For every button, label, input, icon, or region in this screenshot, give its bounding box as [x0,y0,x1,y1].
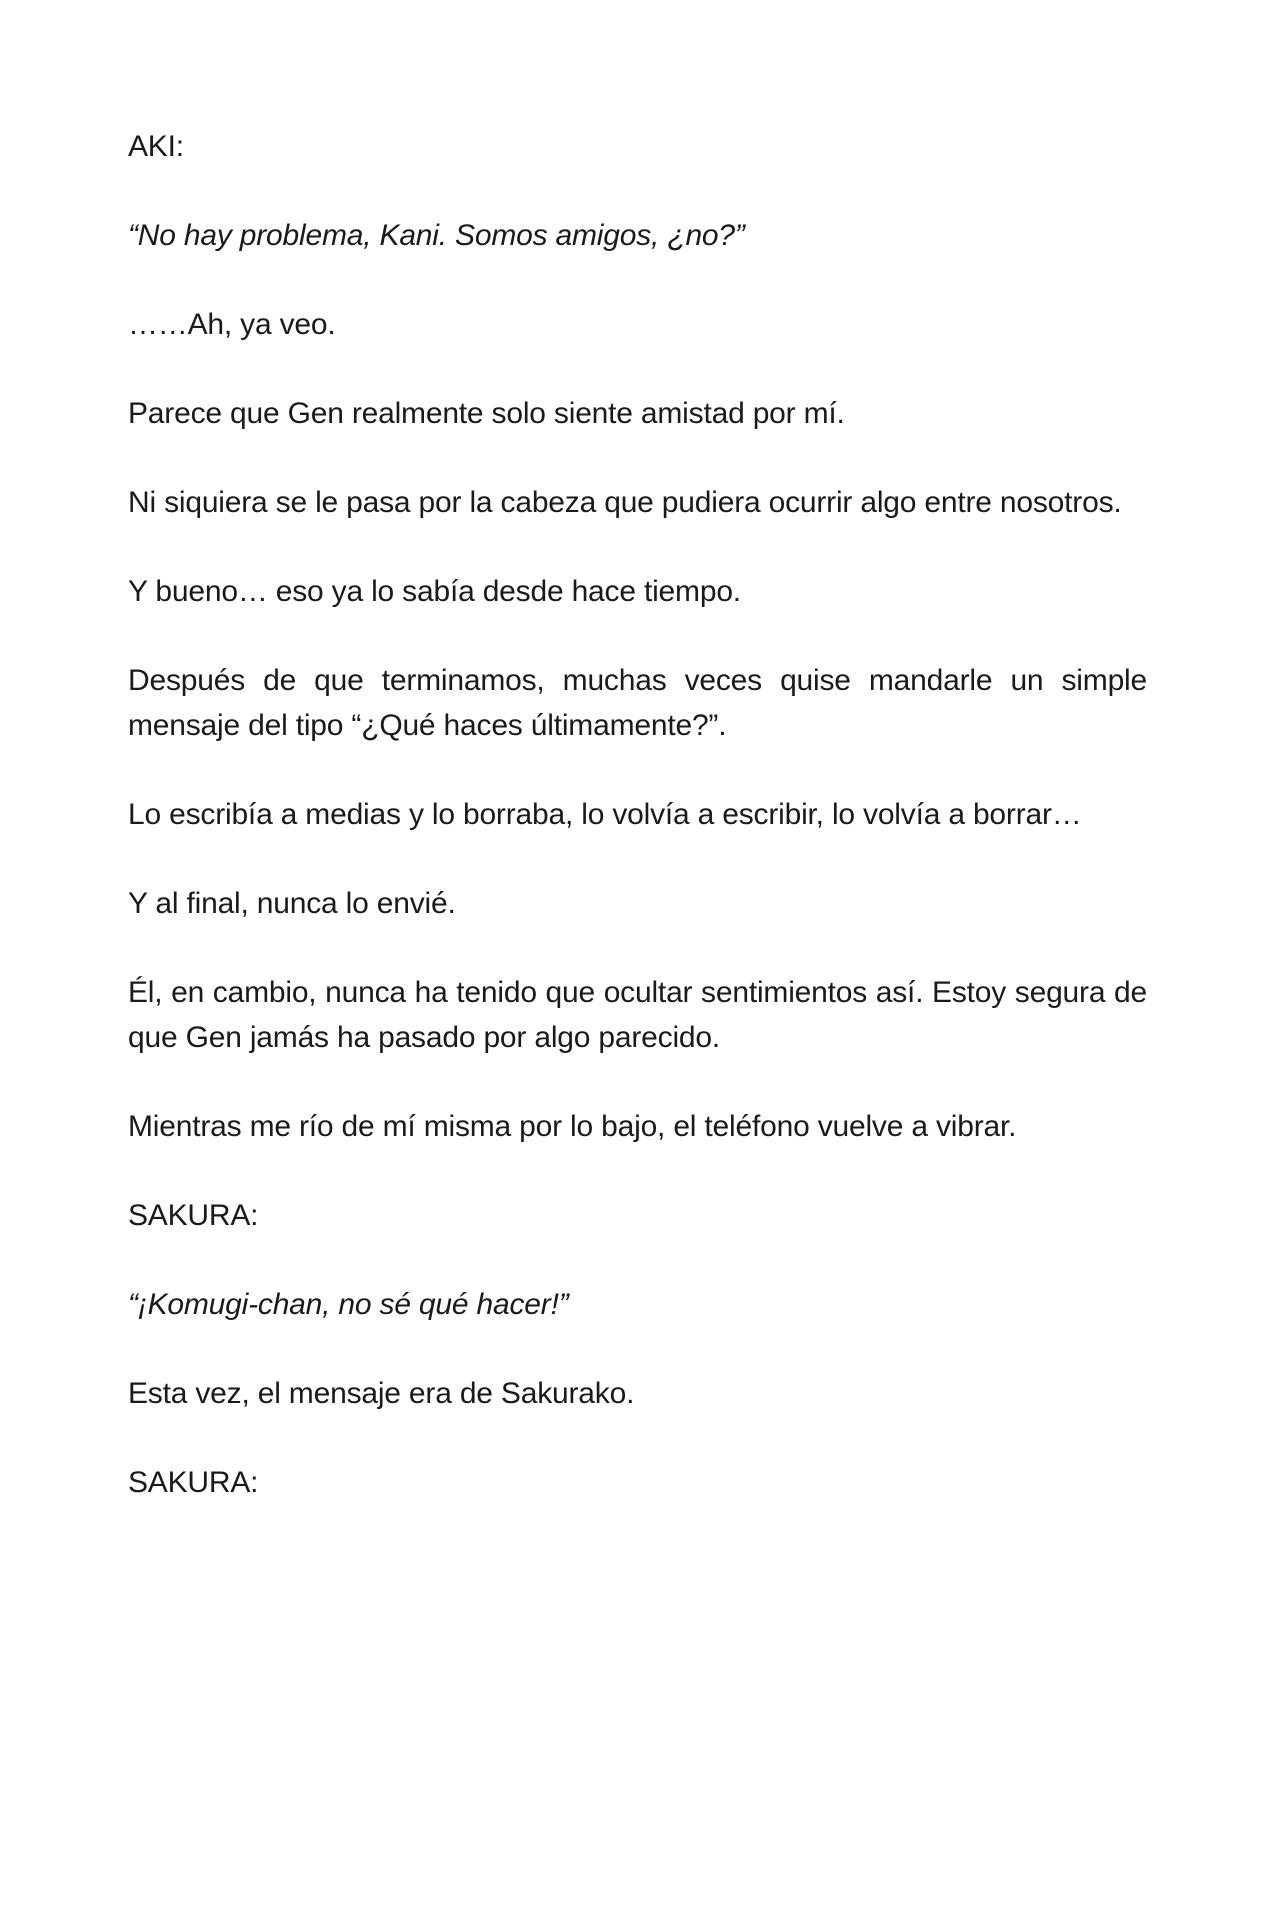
paragraph: Y bueno… eso ya lo sabía desde hace tiempo. [128,575,741,608]
paragraph: Parece que Gen realmente solo siente amistad por mí. [128,397,845,430]
dialogue-line: “¡Komugi-chan, no sé qué hacer!” [128,1288,569,1321]
speaker-label: SAKURA: [128,1466,259,1499]
paragraph: Lo escribía a medias y lo borraba, lo volvía a escribir, lo volvía a borrar… [128,798,1082,831]
paragraph: Después de que terminamos, muchas veces quise mandarle un simple mensaje del tipo “¿Qué haces últimamente?”. [128,664,1147,742]
paragraph: Y al final, nunca lo envié. [128,887,456,920]
speaker-label: AKI: [128,130,184,163]
paragraph: Él, en cambio, nunca ha tenido que ocultar sentimientos así. Estoy segura de que Gen jamás ha pasado por algo parecido. [128,976,1147,1054]
paragraph: Mientras me río de mí misma por lo bajo, el teléfono vuelve a vibrar. [128,1110,1017,1143]
paragraph: ……Ah, ya veo. [128,308,336,341]
paragraph: Ni siquiera se le pasa por la cabeza que pudiera ocurrir algo entre nosotros. [128,486,1122,519]
paragraph: Esta vez, el mensaje era de Sakurako. [128,1377,635,1410]
speaker-label: SAKURA: [128,1199,259,1232]
dialogue-line: “No hay problema, Kani. Somos amigos, ¿no?” [128,219,745,252]
